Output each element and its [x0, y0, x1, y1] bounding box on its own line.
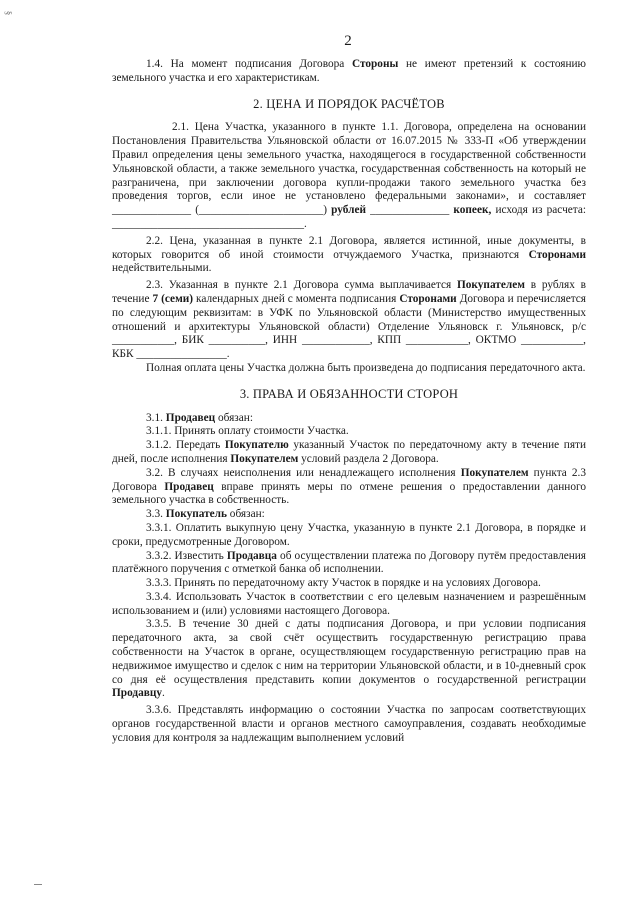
margin-dash [34, 884, 42, 885]
clause-2-1: 2.1. Цена Участка, указанного в пункте 1.1. Договора, определена на основании Постановления Правительства Ульяновской области от 16.07.2015 № 333-П «Об утверждении Правил определения цены земельного участка, находящегося в государственной собственности Ульяновской области, а также земельного участка, государственная собственность на который не разграничена, при заключении договора купли-продажи такого земельного участка без проведения торгов, если иное не установлено федеральными законами», и составляет ______________ (______________________) рублей ______________ копеек, исходя из расчета: __________________________________. [112, 121, 586, 230]
clause-3-3-6: 3.3.6. Представлять информацию о состоянии Участка по запросам соответствующих органов государственной власти и органов местного самоуправления, создавать необходимые условия для контроля за надлежащим выполнением условий [112, 704, 586, 744]
clause-3-3-2: 3.3.2. Известить Продавца об осуществлении платежа по Договору путём предоставления платёжного поручения с отметкой банка об исполнении. [112, 549, 587, 576]
clause-3-1-2: 3.1.2. Передать Покупателю указанный Участок по передаточному акту в течение пяти дней, после исполнения Покупателем условий раздела 2 Договора. [112, 439, 586, 465]
page-number: 2 [344, 33, 352, 49]
clause-3-1: 3.1. Продавец обязан: [146, 411, 253, 424]
clause-3-3: 3.3. Покупатель обязан: [146, 508, 265, 521]
clause-3-2: 3.2. В случаях неисполнения или ненадлежащего исполнения Покупателем пункта 2.3 Договора Продавец вправе принять меры по отмене решения о предоставлении данного земельного участка в собственность. [112, 466, 586, 507]
margin-mark: § [3, 10, 14, 16]
clause-2-2: 2.2. Цена, указанная в пункте 2.1 Договора, является истинной, иные документы, в которых говорится об иной стоимости отчуждаемого Участка, признаются Сторонами недействительными. [112, 234, 586, 275]
clause-3-3-5: 3.3.5. В течение 30 дней с даты подписания Договора, и при условии подписания передаточного акта, за свой счёт осуществить государственную регистрацию права собственности на Участок в органе, осуществляющем государственную регистрацию прав на недвижимое имущество и сделок с ним на территории Ульяновской области, и в 10-дневный срок со дня её осуществления представить копии документов о государственной регистрации Продавцу. [112, 618, 586, 700]
clause-3-3-1: 3.3.1. Оплатить выкупную цену Участка, указанную в пункте 2.1 Договора, в порядке и сроки, предусмотренные Договором. [112, 521, 586, 548]
clause-1-4: 1.4. На момент подписания Договора Стороны не имеют претензий к состоянию земельного участка и его характеристикам. [112, 58, 586, 84]
clause-3-3-3: 3.3.3. Принять по передаточному акту Участок в порядке и на условиях Договора. [146, 577, 541, 590]
clause-2-4: Полная оплата цены Участка должна быть произведена до подписания передаточного акта. [146, 361, 586, 374]
clause-2-3: 2.3. Указанная в пункте 2.1 Договора сумма выплачивается Покупателем в рублях в течение 7 (семи) календарных дней с момента подписания Сторонами Договора и перечисляется по следующим реквизитам: в УФК по Ульяновской области (Министерство имущественных отношений и архитектуры Ульяновской области) Отделение Ульяновск г. Ульяновск, р/с ___________, БИК __________, ИНН ____________, КПП ___________, ОКТМО ___________, КБК ________________. [112, 279, 586, 361]
clause-3-3-4: 3.3.4. Использовать Участок в соответствии с его целевым назначением и разрешённым использованием и (или) условиями настоящего Договора. [112, 590, 586, 617]
document-body [112, 58, 586, 746]
section-2-heading: 2. ЦЕНА И ПОРЯДОК РАСЧЁТОВ [253, 96, 445, 111]
clause-3-1-1: 3.1.1. Принять оплату стоимости Участка. [146, 425, 349, 438]
section-3-heading: 3. ПРАВА И ОБЯЗАННОСТИ СТОРОН [239, 386, 459, 401]
